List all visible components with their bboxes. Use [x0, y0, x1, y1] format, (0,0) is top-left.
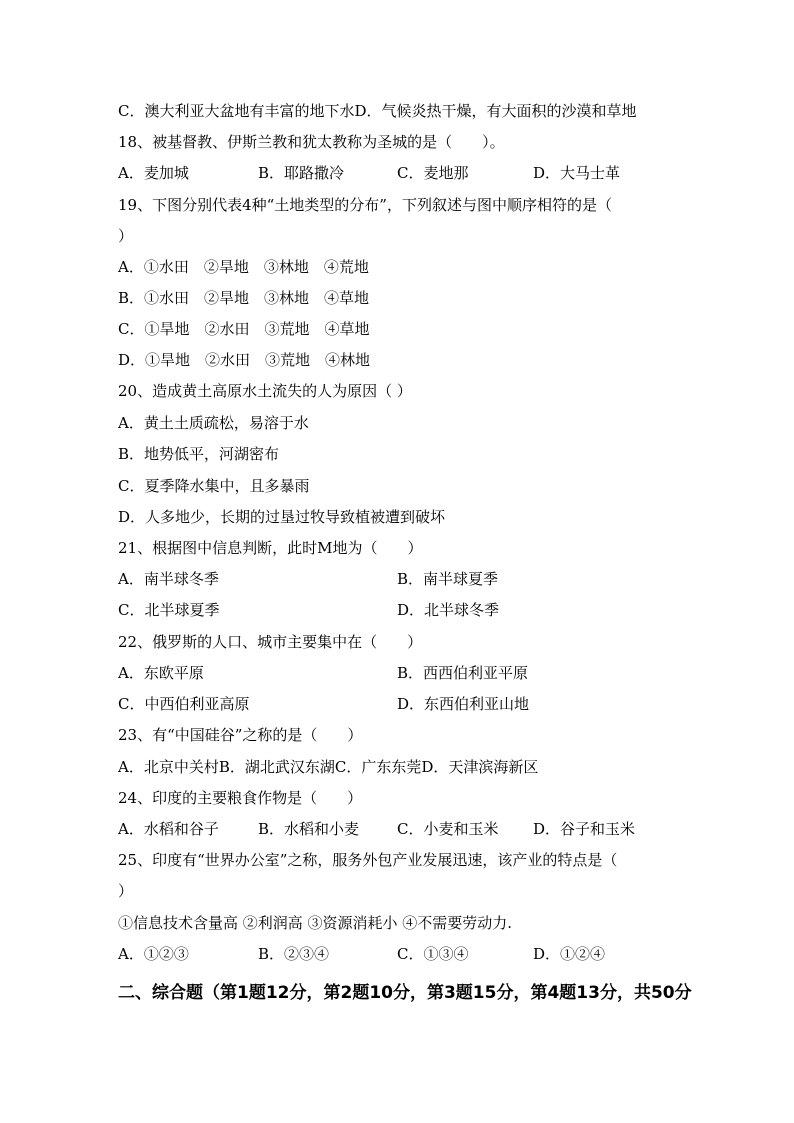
- q21-option-d: D．北半球冬季: [397, 601, 500, 619]
- q22-option-b: B．西西伯利亚平原: [397, 664, 529, 682]
- q25-stem: 25、印度有“世界办公室”之称，服务外包产业发展迅速，该产业的特点是（: [118, 851, 618, 869]
- q23-options: A．北京中关村B．湖北武汉东湖C．广东东莞D．天津滨海新区: [118, 758, 539, 776]
- q22-option-a: A．东欧平原: [118, 664, 204, 682]
- q21-option-b: B．南半球夏季: [397, 570, 499, 588]
- q20-option-b: B．地势低平，河湖密布: [118, 445, 280, 463]
- q20-option-d: D．人多地少，长期的过垦过牧导致植被遭到破坏: [118, 508, 446, 526]
- q21-option-a: A．南半球冬季: [118, 570, 219, 588]
- q21-option-c: C．北半球夏季: [118, 601, 220, 619]
- q25-option-a: A．①②③: [118, 945, 189, 963]
- q18-option-b: B．耶路撒冷: [258, 164, 345, 182]
- q25-stem-cont: ）: [118, 882, 134, 900]
- q20-option-a: A．黄土土质疏松，易溶于水: [118, 414, 309, 432]
- q20-option-c: C．夏季降水集中，且多暴雨: [118, 477, 310, 495]
- q19-option-b: B．①水田 ②旱地 ③林地 ④草地: [118, 289, 370, 307]
- q18-option-d: D．大马士革: [533, 164, 621, 182]
- q24-stem: 24、印度的主要粮食作物是（ ）: [118, 789, 363, 807]
- q19-option-d: D．①旱地 ②水田 ③荒地 ④林地: [118, 351, 371, 369]
- q25-option-b: B．②③④: [258, 945, 330, 963]
- q25-option-c: C．①③④: [397, 945, 469, 963]
- q24-option-a: A．水稻和谷子: [118, 820, 219, 838]
- q25-option-d: D．①②④: [533, 945, 606, 963]
- q22-option-d: D．东西伯利亚山地: [397, 695, 530, 713]
- q25-items: ①信息技术含量高 ②利润高 ③资源消耗小 ④不需要劳动力.: [118, 914, 513, 932]
- q19-option-a: A．①水田 ②旱地 ③林地 ④荒地: [118, 258, 369, 276]
- q17-option-c: C．澳大利亚大盆地有丰富的地下水D．气候炎热干燥，有大面积的沙漠和草地: [118, 102, 637, 120]
- q24-option-c: C．小麦和玉米: [397, 820, 499, 838]
- q20-stem: 20、造成黄土高原水土流失的人为原因（ ）: [118, 382, 412, 400]
- q23-stem: 23、有“中国硅谷”之称的是（ ）: [118, 726, 363, 744]
- q19-option-c: C．①旱地 ②水田 ③荒地 ④草地: [118, 320, 370, 338]
- q24-option-d: D．谷子和玉米: [533, 820, 636, 838]
- q19-stem: 19、下图分别代表4种“土地类型的分布”，下列叙述与图中顺序相符的是（: [118, 196, 612, 214]
- q18-option-a: A．麦加城: [118, 164, 189, 182]
- q19-stem-cont: ）: [118, 227, 134, 245]
- q18-stem: 18、被基督教、伊斯兰教和犹太教称为圣城的是（ ）。: [118, 133, 505, 151]
- q21-stem: 21、根据图中信息判断，此时M地为（ ）: [118, 539, 423, 557]
- q22-stem: 22、俄罗斯的人口、城市主要集中在（ ）: [118, 633, 423, 651]
- q18-option-c: C．麦地那: [397, 164, 469, 182]
- section-2-heading: 二、综合题（第1题12分，第2题10分，第3题15分，第4题13分，共50分: [118, 983, 692, 1003]
- q24-option-b: B．水稻和小麦: [258, 820, 360, 838]
- q22-option-c: C．中西伯利亚高原: [118, 695, 250, 713]
